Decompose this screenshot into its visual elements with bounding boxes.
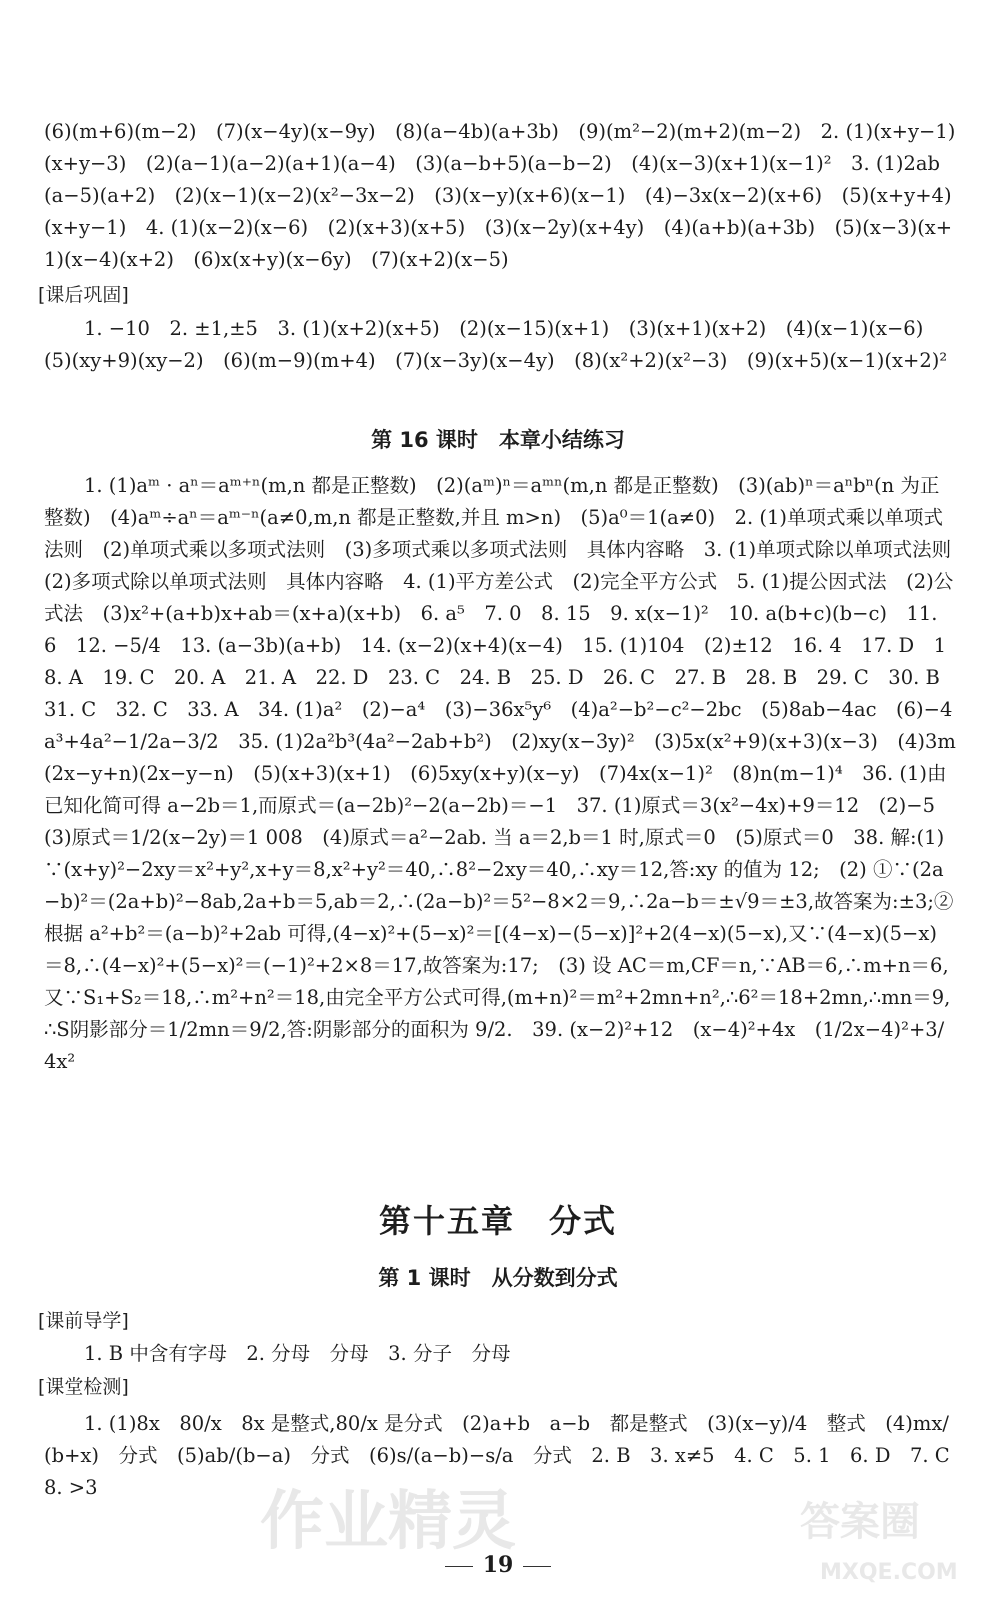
page-number-value: 19 xyxy=(482,1552,514,1578)
chapter-15-title: 第十五章 分式 xyxy=(378,1202,617,1240)
watermark-url: MXQE.COM xyxy=(820,1560,958,1585)
answer-block-keqian xyxy=(44,1338,956,1370)
watermark-logo: 答案圈 xyxy=(800,1499,920,1545)
answer-text: 1. (1)aᵐ · aⁿ＝aᵐ⁺ⁿ(m,n 都是正整数) (2)(aᵐ)ⁿ＝aᵐⁿ(m,n 都是正整数) (3)(ab)ⁿ＝aⁿbⁿ(n 为正整数) (4)aᵐ÷aⁿ＝aᵐ⁻ⁿ(a≠0,m,n 都是正整数,并且 m>n) (5)a⁰＝1(a≠0) 2. (1)单项式乘以单项式法则 (2)单项式乘以多项式法则 (3)多项式乘以多项式法则 具体内容略 3. (1)单项式除以单项式法则 (2)多项式除以单项式法则 具体内容略 4. (1)平方差公式 (2)完全平方公式 5. (1)提公因式法 (2)公式法 (3)x²+(a+b)x+ab＝(x+a)(x+b) 6. a⁵ 7. 0 8. 15 9. x(x−1)² 10. a(b+c)(b−c) 11. 6 12. −5/4 13. (a−3b)(a+b) 14. (x−2)(x+4)(x−4) 15. (1)104 (2)±12 16. 4 17. D 18. A 19. C 20. A 21. A 22. D 23. C 24. B 25. D 26. C 27. B 28. B 29. C 30. B 31. C 32. C 33. A 34. (1)a² (2)−a⁴ (3)−36x⁵y⁶ (4)a²−b²−c²−2bc (5)8ab−4ac (6)−4a³+4a²−1/2a−3/2 35. (1)2a²b³(4a²−2ab+b²) (2)xy(x−3y)² (3)5x(x²+9)(x+3)(x−3) (4)3m(2x−y+n)(2x−y−n) (5)(x+3)(x+1) (6)5xy(x+y)(x−y) (7)4x(x−1)² (8)n(m−1)⁴ 36. (1)由已知化简可得 a−2b＝1,而原式＝(a−2b)²−2(a−2b)＝−1 37. (1)原式＝3(x²−4x)+9＝12 (2)−5 (3)原式＝1/2(x−2y)＝1 008 (4)原式＝a²−2ab. 当 a＝2,b＝1 时,原式＝0 (5)原式＝0 38. 解:(1) ∵(x+y)²−2xy＝x²+y²,x+y＝8,x²+y²＝40,∴8²−2xy＝40,∴xy＝12,答:xy 的值为 12; (2) ①∵(2a−b)²＝(2a+b)²−8ab,2a+b＝5,ab＝2,∴(2a−b)²＝5²−8×2＝9,∴2a−b＝±√9＝±3,故答案为:±3;②根据 a²+b²＝(a−b)²+2ab 可得,(4−x)²+(5−x)²＝[(4−x)−(5−x)]²+2(4−x)(5−x),又∵(4−x)(5−x)＝8,∴(4−x)²+(5−x)²＝(−1)²+2×8＝17,故答案为:17; (3) 设 AC＝m,CF＝n,∵AB＝6,∴m+n＝6,又∵S₁+S₂＝18,∴m²+n²＝18,由完全平方公式可得,(m+n)²＝m²+2mn+n²,∴6²＝18+2mn,∴mn＝9,∴S阴影部分＝1/2mn＝9/2,答:阴影部分的面积为 9/2. 39. (x−2)²+12 (x−4)²+4x (1/2x−4)²+3/4x² xyxy=(44,474,971,1073)
answer-text: 1. (1)8x 80/x 8x 是整式,80/x 是分式 (2)a+b a−b 都是整式 (3)(x−y)/4 整式 (4)mx/(b+x) 分式 (5)ab/(b−a) 分式 (6)s/(a−b)−s/a 分式 2. B 3. x≠5 4. C 5. 1 6. D 7. C 8. >3 xyxy=(44,1412,970,1499)
answer-text: (6)(m+6)(m−2) (7)(x−4y)(x−9y) (8)(a−4b)(a+3b) (9)(m²−2)(m+2)(m−2) 2. (1)(x+y−1)(x+y−3) (2)(a−1)(a−2)(a+1)(a−4) (3)(a−b+5)(a−b−2) (4)(x−3)(x+1)(x−1)² 3. (1)2ab(a−5)(a+2) (2)(x−1)(x−2)(x²−3x−2) (3)(x−y)(x+6)(x−1) (4)−3x(x−2)(x+6) (5)(x+y+4)(x+y−1) 4. (1)(x−2)(x−6) (2)(x+3)(x+5) (3)(x−2y)(x+4y) (4)(a+b)(a+3b) (5)(x−3)(x+1)(x−4)(x+2) (6)x(x+y)(x−6y) (7)(x+2)(x−5) xyxy=(44,120,956,271)
lesson-1-title: 第 1 课时 从分数到分式 xyxy=(378,1266,618,1290)
section-label-keqian: [课前导学] xyxy=(38,1310,129,1332)
section-label-ketang: [课堂检测] xyxy=(38,1376,129,1398)
answer-block-continued xyxy=(44,116,956,276)
answer-text: 1. −10 2. ±1,±5 3. (1)(x+2)(x+5) (2)(x−15)(x+1) (3)(x+1)(x+2) (4)(x−1)(x−6) (5)(xy+9)(xy−2) (6)(m−9)(m+4) (7)(x−3y)(x−4y) (8)(x²+2)(x²−3) (9)(x+5)(x−1)(x+2)² xyxy=(44,317,948,372)
answer-text: 1. B 中含有字母 2. 分母 分母 3. 分子 分母 xyxy=(84,1342,511,1365)
answer-block-lesson16 xyxy=(44,470,971,1078)
page-number xyxy=(0,1552,996,1578)
answer-block-kehou xyxy=(44,313,956,377)
page-number-right-dash xyxy=(523,1566,551,1567)
lesson-16-title: 第 16 课时 本章小结练习 xyxy=(371,428,625,452)
answer-block-ketang xyxy=(44,1408,970,1504)
watermark-text: 作业精灵 xyxy=(260,1485,516,1559)
section-label-kehou: [课后巩固] xyxy=(38,284,129,306)
page-number-left-dash xyxy=(445,1566,473,1567)
